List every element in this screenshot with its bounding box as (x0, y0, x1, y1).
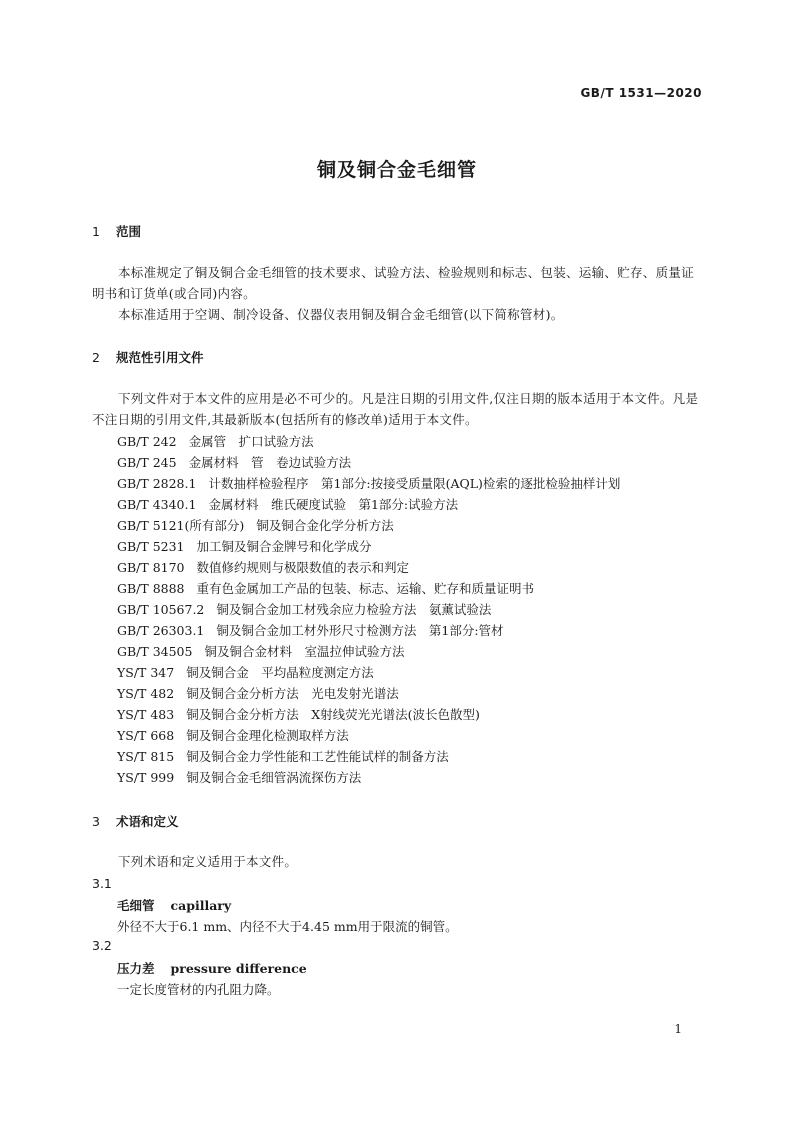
reference-title: 重有色金属加工产品的包装、标志、运输、贮存和质量证明书 (196, 581, 535, 596)
section-1-heading (92, 222, 141, 240)
section-2-intro: 下列文件对于本文件的应用是必不可少的。凡是注日期的引用文件,仅注日期的版本适用于本文件。凡是不注日期的引用文件,其最新版本(包括所有的修改单)适用于本文件。 (92, 391, 699, 427)
term-definition: 外径不大于6.1 mm、内径不大于4.45 mm用于限流的铜管。 (117, 919, 458, 934)
section-title: 规范性引用文件 (116, 350, 204, 365)
reference-item (117, 578, 620, 599)
reference-title: 计数抽样检验程序 第1部分:按接受质量限(AQL)检索的逐批检验抽样计划 (208, 476, 621, 491)
reference-item (117, 536, 620, 557)
reference-item (117, 473, 620, 494)
section-2-heading (92, 348, 204, 366)
reference-title: 铜及铜合金力学性能和工艺性能试样的制备方法 (186, 749, 449, 764)
reference-title: 铜及铜合金理化检测取样方法 (186, 728, 349, 743)
reference-item (117, 662, 620, 683)
reference-code: GB/T 4340.1 (117, 497, 197, 512)
reference-code: GB/T 5231 (117, 539, 185, 554)
reference-title: 铜及铜合金材料 室温拉伸试验方法 (204, 644, 405, 659)
reference-code: GB/T 10567.2 (117, 602, 205, 617)
page-number: 1 (674, 1022, 682, 1036)
reference-title: 铜及铜合金分析方法 光电发射光谱法 (186, 686, 399, 701)
reference-title: 铜及铜合金 平均晶粒度测定方法 (186, 665, 374, 680)
section-number: 2 (92, 350, 100, 365)
reference-code: GB/T 26303.1 (117, 623, 205, 638)
reference-item (117, 452, 620, 473)
reference-title: 铜及铜合金化学分析方法 (256, 518, 394, 533)
section-3-heading (92, 812, 179, 830)
reference-list (117, 431, 620, 788)
document-title: 铜及铜合金毛细管 (316, 159, 477, 181)
reference-item (117, 641, 620, 662)
term-number: 3.1 (92, 876, 112, 891)
reference-code: YS/T 668 (117, 728, 175, 743)
reference-code: GB/T 245 (117, 455, 177, 470)
reference-title: 金属材料 管 卷边试验方法 (188, 455, 352, 470)
term-definition: 一定长度管材的内孔阻力降。 (117, 982, 280, 997)
reference-code: GB/T 5121(所有部分) (117, 518, 245, 533)
reference-code: GB/T 8888 (117, 581, 185, 596)
reference-code: GB/T 8170 (117, 560, 185, 575)
reference-title: 数值修约规则与极限数值的表示和判定 (196, 560, 410, 575)
term-en: pressure difference (170, 961, 307, 976)
reference-item (117, 620, 620, 641)
reference-item (117, 494, 620, 515)
reference-item (117, 515, 620, 536)
section-3-intro: 下列术语和定义适用于本文件。 (118, 854, 298, 869)
reference-title: 铜及铜合金分析方法 X射线荧光光谱法(波长色散型) (186, 707, 480, 722)
section-title: 术语和定义 (116, 814, 179, 829)
term-en: capillary (170, 898, 232, 913)
section-1-paragraph-2: 本标准适用于空调、制冷设备、仪器仪表用铜及铜合金毛细管(以下简称管材)。 (118, 307, 564, 322)
term-heading (117, 896, 231, 914)
section-1-paragraph-1: 本标准规定了铜及铜合金毛细管的技术要求、试验方法、检验规则和标志、包装、运输、贮存、质量证明书和订货单(或合同)内容。 (92, 265, 695, 301)
reference-item (117, 725, 620, 746)
reference-item (117, 683, 620, 704)
term-zh: 毛细管 (117, 898, 155, 913)
reference-code: GB/T 242 (117, 434, 177, 449)
standard-code: GB/T 1531—2020 (580, 86, 702, 100)
term-zh: 压力差 (117, 961, 155, 976)
reference-code: YS/T 482 (117, 686, 175, 701)
reference-code: GB/T 2828.1 (117, 476, 197, 491)
reference-item (117, 767, 620, 788)
section-title: 范围 (116, 224, 142, 239)
reference-title: 铜及铜合金毛细管涡流探伤方法 (186, 770, 362, 785)
reference-title: 金属材料 维氏硬度试验 第1部分:试验方法 (208, 497, 459, 512)
reference-title: 加工铜及铜合金牌号和化学成分 (196, 539, 372, 554)
reference-item (117, 599, 620, 620)
reference-code: YS/T 999 (117, 770, 175, 785)
reference-title: 铜及铜合金加工材残余应力检验方法 氨薰试验法 (216, 602, 492, 617)
term-number: 3.2 (92, 938, 112, 953)
reference-item (117, 557, 620, 578)
reference-title: 金属管 扩口试验方法 (188, 434, 314, 449)
reference-code: GB/T 34505 (117, 644, 193, 659)
reference-code: YS/T 347 (117, 665, 175, 680)
reference-item (117, 746, 620, 767)
reference-item (117, 704, 620, 725)
reference-code: YS/T 815 (117, 749, 175, 764)
term-heading (117, 959, 307, 977)
reference-code: YS/T 483 (117, 707, 175, 722)
section-number: 1 (92, 224, 100, 239)
reference-title: 铜及铜合金加工材外形尺寸检测方法 第1部分:管材 (216, 623, 504, 638)
reference-item (117, 431, 620, 452)
section-number: 3 (92, 814, 100, 829)
